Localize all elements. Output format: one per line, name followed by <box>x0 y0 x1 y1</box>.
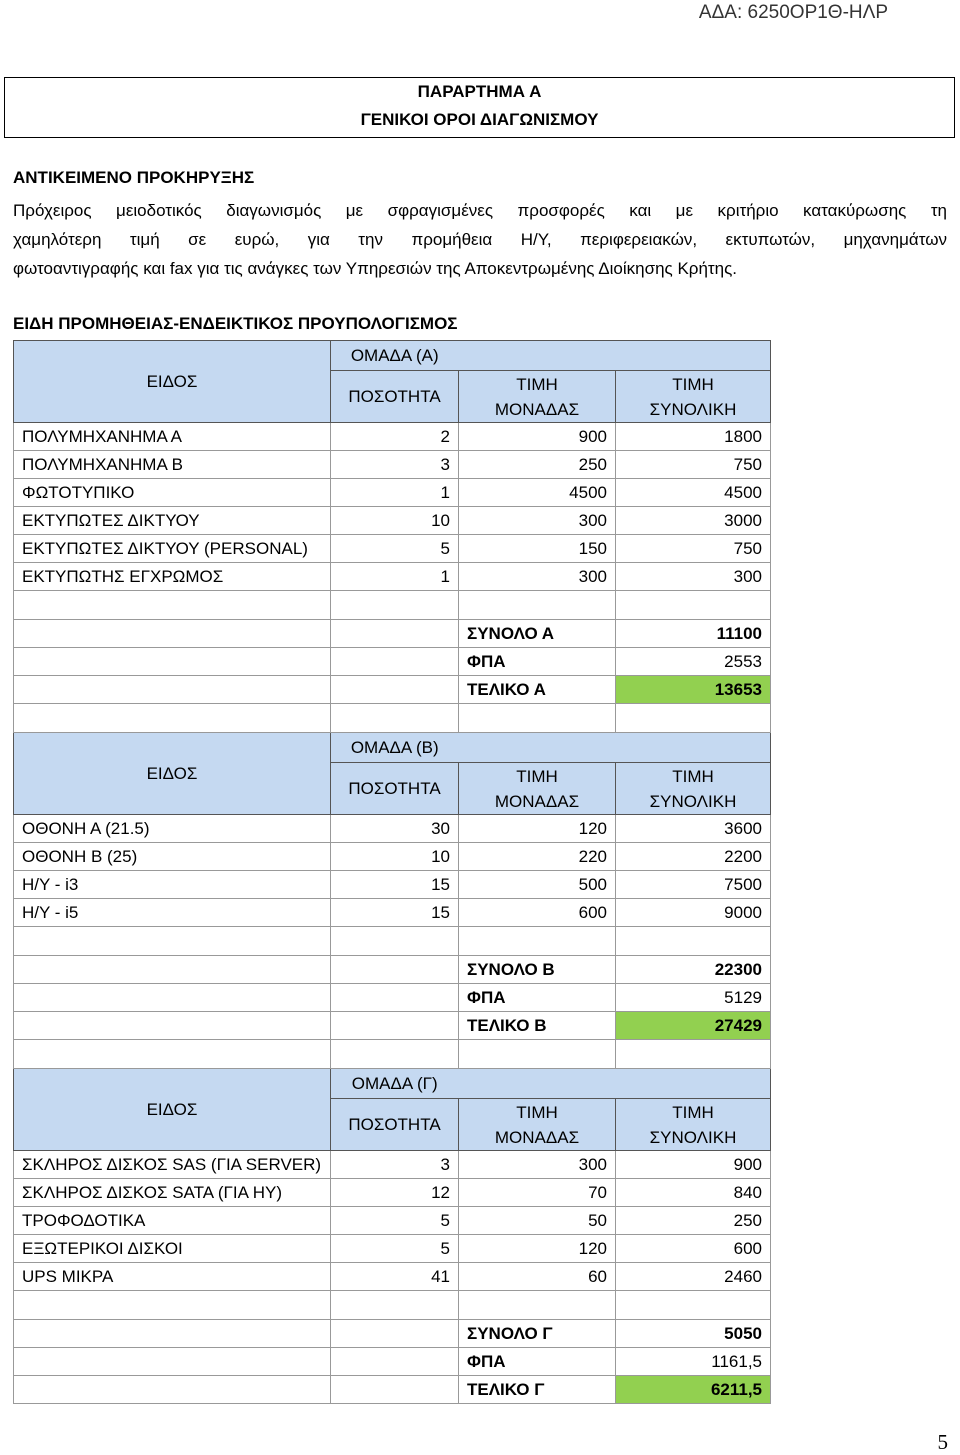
item-name: ΟΘΟΝΗ Α (21.5) <box>14 815 331 843</box>
spacer-row <box>14 591 771 620</box>
col-total-header-line1: ΤΙΜΗ <box>672 1102 714 1122</box>
budget-table <box>13 340 771 1404</box>
item-unit-price: 900 <box>459 423 616 451</box>
item-qty: 10 <box>331 843 459 871</box>
sum-row-value: 5050 <box>616 1320 771 1348</box>
col-total-header-line2: ΣΥΝΟΛΙΚΗ <box>649 399 737 419</box>
empty-cell <box>459 927 616 956</box>
empty-cell <box>14 1040 331 1069</box>
item-qty: 30 <box>331 815 459 843</box>
item-name: ΦΩΤΟΤΥΠΙΚΟ <box>14 479 331 507</box>
empty-cell <box>616 704 771 733</box>
final-row-label: ΤΕΛΙΚΟ Γ <box>459 1376 616 1404</box>
empty-cell <box>14 676 331 704</box>
item-qty: 15 <box>331 899 459 927</box>
empty-cell <box>616 927 771 956</box>
empty-cell <box>331 1012 459 1040</box>
empty-cell <box>459 704 616 733</box>
col-total-header-line2: ΣΥΝΟΛΙΚΗ <box>649 1127 737 1147</box>
spacer-row <box>14 704 771 733</box>
col-qty-header: ΠΟΣΟΤΗΤΑ <box>331 1099 459 1151</box>
empty-cell <box>14 648 331 676</box>
item-total: 3600 <box>616 815 771 843</box>
vat-row-value: 2553 <box>616 648 771 676</box>
empty-cell <box>459 1040 616 1069</box>
empty-cell <box>14 704 331 733</box>
item-qty: 1 <box>331 479 459 507</box>
col-unit-header <box>459 371 616 423</box>
col-unit-header-line1: ΤΙΜΗ <box>516 1102 558 1122</box>
subject-line-3: φωτοαντιγραφής και fax για τις ανάγκες των Υπηρεσιών της Αποκεντρωμένης Διοίκησης Κρήτης. <box>13 259 738 278</box>
group-name-spacer <box>459 733 771 763</box>
item-unit-price: 250 <box>459 451 616 479</box>
sum-row-label: ΣΥΝΟΛΟ Β <box>459 956 616 984</box>
spacer-row <box>14 1291 771 1320</box>
item-name: ΕΚΤΥΠΩΤΕΣ ΔΙΚΤΥΟΥ (PERSONAL) <box>14 535 331 563</box>
vat-row-label: ΦΠΑ <box>459 648 616 676</box>
table-row <box>14 843 771 871</box>
empty-cell <box>14 620 331 648</box>
empty-cell <box>459 591 616 620</box>
item-qty: 3 <box>331 1151 459 1179</box>
col-item-header: ΕΙΔΟΣ <box>14 341 331 423</box>
table-row <box>14 899 771 927</box>
empty-cell <box>331 1376 459 1404</box>
final-row <box>14 1012 771 1040</box>
item-total: 3000 <box>616 507 771 535</box>
empty-cell <box>331 676 459 704</box>
table-row <box>14 507 771 535</box>
item-total: 300 <box>616 563 771 591</box>
empty-cell <box>14 1376 331 1404</box>
col-total-header-line1: ΤΙΜΗ <box>672 766 714 786</box>
empty-cell <box>331 1320 459 1348</box>
empty-cell <box>331 1348 459 1376</box>
item-total: 7500 <box>616 871 771 899</box>
item-name: ΠΟΛΥΜΗΧΑΝΗΜΑ Α <box>14 423 331 451</box>
col-total-header <box>616 763 771 815</box>
col-unit-header <box>459 1099 616 1151</box>
group-name: ΟΜΑΔΑ (Γ) <box>331 1069 459 1099</box>
empty-cell <box>459 1291 616 1320</box>
empty-cell <box>14 591 331 620</box>
sum-row-label: ΣΥΝΟΛΟ Γ <box>459 1320 616 1348</box>
sum-row <box>14 956 771 984</box>
item-name: ΕΚΤΥΠΩΤΗΣ ΕΓΧΡΩΜΟΣ <box>14 563 331 591</box>
item-name: ΕΚΤΥΠΩΤΕΣ ΔΙΚΤΥΟΥ <box>14 507 331 535</box>
final-row-value: 13653 <box>616 676 771 704</box>
empty-cell <box>616 1040 771 1069</box>
vat-row-label: ΦΠΑ <box>459 984 616 1012</box>
item-total: 840 <box>616 1179 771 1207</box>
subject-paragraph <box>13 196 947 283</box>
empty-cell <box>14 1320 331 1348</box>
spacer-row <box>14 1040 771 1069</box>
item-unit-price: 60 <box>459 1263 616 1291</box>
item-total: 750 <box>616 535 771 563</box>
empty-cell <box>331 591 459 620</box>
sum-row <box>14 620 771 648</box>
empty-cell <box>14 984 331 1012</box>
item-qty: 5 <box>331 535 459 563</box>
col-total-header-line2: ΣΥΝΟΛΙΚΗ <box>649 791 737 811</box>
table-row <box>14 1179 771 1207</box>
col-unit-header-line1: ΤΙΜΗ <box>516 766 558 786</box>
vat-row-value: 5129 <box>616 984 771 1012</box>
item-unit-price: 50 <box>459 1207 616 1235</box>
final-row <box>14 1376 771 1404</box>
item-total: 250 <box>616 1207 771 1235</box>
item-unit-price: 220 <box>459 843 616 871</box>
col-item-header: ΕΙΔΟΣ <box>14 733 331 815</box>
sum-row-value: 22300 <box>616 956 771 984</box>
table-row <box>14 563 771 591</box>
spacer-row <box>14 927 771 956</box>
item-total: 600 <box>616 1235 771 1263</box>
item-unit-price: 4500 <box>459 479 616 507</box>
item-unit-price: 300 <box>459 507 616 535</box>
col-total-header-line1: ΤΙΜΗ <box>672 374 714 394</box>
item-qty: 41 <box>331 1263 459 1291</box>
table-row <box>14 535 771 563</box>
item-name: ΠΟΛΥΜΗΧΑΝΗΜΑ Β <box>14 451 331 479</box>
item-qty: 1 <box>331 563 459 591</box>
item-name: Η/Υ - i3 <box>14 871 331 899</box>
col-qty-header: ΠΟΣΟΤΗΤΑ <box>331 763 459 815</box>
subject-line-2: χαμηλότερη τιμή σε ευρώ, για την προμήθεια Η/Υ, περιφερειακών, εκτυπωτών, μηχανημάτων <box>13 230 947 249</box>
table-row <box>14 423 771 451</box>
item-qty: 3 <box>331 451 459 479</box>
item-qty: 15 <box>331 871 459 899</box>
item-name: ΕΞΩΤΕΡΙΚΟΙ ΔΙΣΚΟΙ <box>14 1235 331 1263</box>
item-name: Η/Υ - i5 <box>14 899 331 927</box>
vat-row <box>14 648 771 676</box>
item-name: ΟΘΟΝΗ Β (25) <box>14 843 331 871</box>
final-row-value: 6211,5 <box>616 1376 771 1404</box>
empty-cell <box>14 956 331 984</box>
budget-heading: ΕΙΔΗ ΠΡΟΜΗΘΕΙΑΣ-ΕΝΔΕΙΚΤΙΚΟΣ ΠΡΟΥΠΟΛΟΓΙΣΜΟΣ <box>13 314 458 333</box>
col-unit-header <box>459 763 616 815</box>
item-qty: 12 <box>331 1179 459 1207</box>
item-total: 2200 <box>616 843 771 871</box>
item-qty: 2 <box>331 423 459 451</box>
table-row <box>14 479 771 507</box>
empty-cell <box>14 1012 331 1040</box>
col-item-header: ΕΙΔΟΣ <box>14 1069 331 1151</box>
col-unit-header-line2: ΜΟΝΑΔΑΣ <box>494 791 580 811</box>
table-row <box>14 871 771 899</box>
empty-cell <box>616 591 771 620</box>
group-name: ΟΜΑΔΑ (Α) <box>331 341 459 371</box>
empty-cell <box>14 1291 331 1320</box>
group-name-spacer <box>459 341 771 371</box>
title-line-1: ΠΑΡΑΡΤΗΜΑ Α <box>417 82 542 101</box>
item-name: UPS ΜΙΚΡΑ <box>14 1263 331 1291</box>
table-row <box>14 1151 771 1179</box>
final-row-value: 27429 <box>616 1012 771 1040</box>
empty-cell <box>331 927 459 956</box>
col-unit-header-line2: ΜΟΝΑΔΑΣ <box>494 399 580 419</box>
item-unit-price: 600 <box>459 899 616 927</box>
col-total-header <box>616 1099 771 1151</box>
item-total: 9000 <box>616 899 771 927</box>
sum-row <box>14 1320 771 1348</box>
col-total-header <box>616 371 771 423</box>
item-unit-price: 500 <box>459 871 616 899</box>
item-name: ΣΚΛΗΡΟΣ ΔΙΣΚΟΣ SATA (ΓΙΑ ΗΥ) <box>14 1179 331 1207</box>
vat-row-value: 1161,5 <box>616 1348 771 1376</box>
group-name-row <box>14 1069 771 1099</box>
sum-row-label: ΣΥΝΟΛΟ Α <box>459 620 616 648</box>
item-total: 1800 <box>616 423 771 451</box>
item-total: 750 <box>616 451 771 479</box>
page-number: 5 <box>937 1430 948 1454</box>
final-row-label: ΤΕΛΙΚΟ Β <box>459 1012 616 1040</box>
col-qty-header: ΠΟΣΟΤΗΤΑ <box>331 371 459 423</box>
table-row <box>14 1235 771 1263</box>
empty-cell <box>331 956 459 984</box>
item-unit-price: 300 <box>459 1151 616 1179</box>
item-qty: 10 <box>331 507 459 535</box>
table-row <box>14 1207 771 1235</box>
sum-row-value: 11100 <box>616 620 771 648</box>
table-row <box>14 451 771 479</box>
empty-cell <box>331 620 459 648</box>
item-unit-price: 300 <box>459 563 616 591</box>
ada-code: ΑΔΑ: 6250ΟΡ1Θ-ΗΛΡ <box>698 2 888 23</box>
empty-cell <box>331 1291 459 1320</box>
title-line-2: ΓΕΝΙΚΟΙ ΟΡΟΙ ΔΙΑΓΩΝΙΣΜΟΥ <box>360 110 599 129</box>
group-name-spacer <box>459 1069 771 1099</box>
title-box <box>4 77 955 138</box>
subject-line-1: Πρόχειρος μειοδοτικός διαγωνισμός με σφραγισμένες προσφορές και με κριτήριο κατακύρωσης τη <box>13 201 947 220</box>
subject-heading: ΑΝΤΙΚΕΙΜΕΝΟ ΠΡΟΚΗΡΥΞΗΣ <box>13 168 255 187</box>
group-name-row <box>14 733 771 763</box>
item-qty: 5 <box>331 1235 459 1263</box>
vat-row <box>14 984 771 1012</box>
empty-cell <box>331 984 459 1012</box>
vat-row <box>14 1348 771 1376</box>
final-row <box>14 676 771 704</box>
col-unit-header-line1: ΤΙΜΗ <box>516 374 558 394</box>
col-unit-header-line2: ΜΟΝΑΔΑΣ <box>494 1127 580 1147</box>
empty-cell <box>331 1040 459 1069</box>
item-total: 4500 <box>616 479 771 507</box>
item-unit-price: 120 <box>459 815 616 843</box>
empty-cell <box>14 927 331 956</box>
vat-row-label: ΦΠΑ <box>459 1348 616 1376</box>
empty-cell <box>331 648 459 676</box>
empty-cell <box>616 1291 771 1320</box>
item-name: ΣΚΛΗΡΟΣ ΔΙΣΚΟΣ SAS (ΓΙΑ SERVER) <box>14 1151 331 1179</box>
item-unit-price: 70 <box>459 1179 616 1207</box>
final-row-label: ΤΕΛΙΚΟ Α <box>459 676 616 704</box>
item-qty: 5 <box>331 1207 459 1235</box>
group-name: ΟΜΑΔΑ (Β) <box>331 733 459 763</box>
item-unit-price: 150 <box>459 535 616 563</box>
item-total: 900 <box>616 1151 771 1179</box>
table-row <box>14 1263 771 1291</box>
item-total: 2460 <box>616 1263 771 1291</box>
table-row <box>14 815 771 843</box>
item-unit-price: 120 <box>459 1235 616 1263</box>
empty-cell <box>331 704 459 733</box>
item-name: ΤΡΟΦΟΔΟΤΙΚΑ <box>14 1207 331 1235</box>
empty-cell <box>14 1348 331 1376</box>
group-name-row <box>14 341 771 371</box>
